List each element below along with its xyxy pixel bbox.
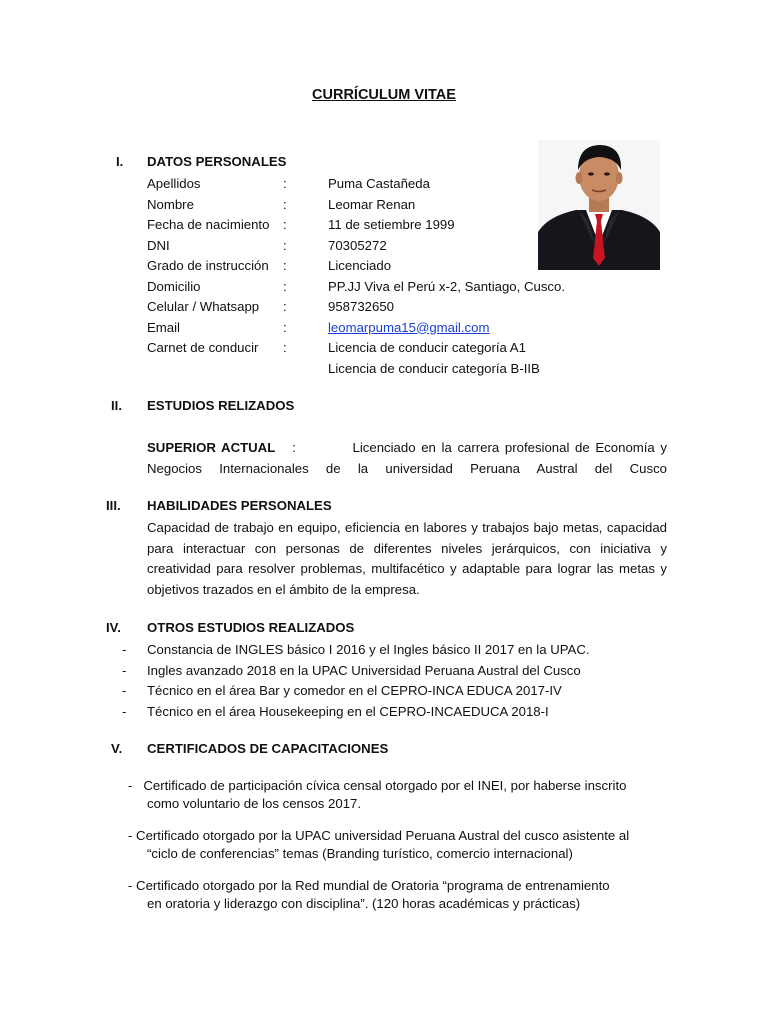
bullet-dash: - (122, 662, 127, 678)
personal-row (147, 236, 387, 256)
profile-photo (538, 140, 660, 270)
row-value: Licenciado (328, 258, 392, 273)
row-value: Leomar Renan (328, 196, 416, 212)
row-value: Licencia de conducir categoría A1 (328, 340, 526, 355)
row-colon: : (283, 299, 287, 314)
row-value: Licencia de conducir categoría B-IIB (328, 360, 540, 376)
cert-item (128, 827, 668, 863)
cert-line: - Certificado de participación cívica censal otorgado por el INEI, por haberse inscrito (128, 778, 627, 793)
list-item (122, 661, 682, 682)
row-colon: : (283, 340, 287, 355)
section-number: IV. (106, 620, 121, 635)
cert-line: en oratoria y liderazgo con disciplina”. (120 horas académicas y prácticas) (147, 896, 581, 911)
row-colon: : (283, 278, 287, 294)
personal-row (147, 297, 394, 317)
personal-row (147, 215, 455, 235)
bullet-dash: - (122, 683, 127, 698)
skills-paragraph: Capacidad de trabajo en equipo, eficiencia en labores y trabajos bajo metas, capacidad para interactuar con personas de diferentes niveles jerárquicos, con iniciativa y creatividad para resolver problemas, multifacético y adaptable para lograr las metas y objetivos trazados en el ámbito de la empresa. (147, 520, 667, 597)
cert-line: - Certificado otorgado por la Red mundial de Oratoria “programa de entrenamiento (128, 878, 610, 893)
cert-item (128, 777, 668, 813)
personal-row (147, 174, 430, 194)
list-item-text: Constancia de INGLES básico I 2016 y el Ingles básico II 2017 en la UPAC. (147, 642, 590, 657)
row-label: Fecha de nacimiento (147, 217, 270, 232)
section-studies-heading (106, 398, 294, 413)
personal-row (147, 277, 565, 297)
list-item (122, 702, 682, 723)
row-colon: : (283, 217, 287, 232)
section-other-heading (106, 620, 354, 635)
row-label: Domicilio (147, 278, 201, 294)
row-colon: : (283, 176, 287, 191)
studies-paragraph (147, 438, 667, 479)
row-value: Puma Castañeda (328, 176, 430, 191)
section-certs-heading (106, 741, 388, 756)
list-item (122, 640, 682, 661)
row-colon: : (283, 237, 287, 253)
list-item-text: Técnico en el área Bar y comedor en el CEPRO-INCA EDUCA 2017-IV (147, 683, 562, 698)
cert-line: - Certificado otorgado por la UPAC universidad Peruana Austral del cusco asistente al (128, 828, 630, 843)
page-title: CURRÍCULUM VITAE (312, 87, 456, 103)
personal-row (147, 338, 526, 358)
section-number: I. (116, 154, 124, 169)
personal-row (147, 318, 489, 338)
row-colon: : (283, 319, 287, 335)
section-personal-heading (106, 154, 286, 169)
bullet-dash: - (122, 642, 127, 657)
personal-row (147, 359, 540, 379)
row-label: Email (147, 319, 180, 335)
personal-row (147, 195, 415, 215)
section-title: CERTIFICADOS DE CAPACITACIONES (147, 741, 389, 756)
row-label: Apellidos (147, 176, 201, 191)
cert-line: “ciclo de conferencias” temas (Branding turístico, comercio internacional) (147, 846, 573, 861)
cert-item (128, 877, 668, 913)
section-title: HABILIDADES PERSONALES (147, 498, 332, 513)
section-title: DATOS PERSONALES (147, 154, 287, 169)
row-label: Grado de instrucción (147, 258, 269, 273)
bullet-dash: - (122, 703, 127, 719)
section-number: III. (106, 498, 121, 513)
section-title: OTROS ESTUDIOS REALIZADOS (147, 620, 355, 635)
cert-line: como voluntario de los censos 2017. (147, 796, 362, 811)
list-item (122, 681, 682, 702)
row-colon: : (283, 258, 287, 273)
row-label: Carnet de conducir (147, 340, 259, 355)
list-item-text: Ingles avanzado 2018 en la UPAC Universidad Peruana Austral del Cusco (147, 662, 581, 678)
studies-text: Licenciado en la carrera profesional de Economía y Negocios Internacionales de la universidad Peruana Austral del Cusco (147, 440, 668, 476)
section-number: II. (111, 398, 122, 413)
row-label: Celular / Whatsapp (147, 299, 260, 314)
section-title: ESTUDIOS RELIZADOS (147, 398, 295, 413)
row-label: DNI (147, 237, 170, 253)
row-value: 11 de setiembre 1999 (328, 217, 455, 232)
row-label: Nombre (147, 196, 194, 212)
row-value: 958732650 (328, 299, 395, 314)
other-studies-list (122, 640, 682, 722)
email-link[interactable]: leomarpuma15@gmail.com (328, 319, 490, 335)
section-number: V. (111, 741, 123, 756)
row-colon: : (283, 196, 287, 212)
row-value: 70305272 (328, 237, 387, 253)
list-item-text: Técnico en el área Housekeeping en el CEPRO-INCAEDUCA 2018-I (147, 703, 549, 719)
row-value: PP.JJ Viva el Perú x-2, Santiago, Cusco. (328, 278, 566, 294)
personal-row (147, 256, 391, 276)
section-skills-heading (106, 498, 332, 513)
studies-colon: : (292, 440, 296, 455)
studies-label: SUPERIOR ACTUAL (147, 440, 276, 455)
